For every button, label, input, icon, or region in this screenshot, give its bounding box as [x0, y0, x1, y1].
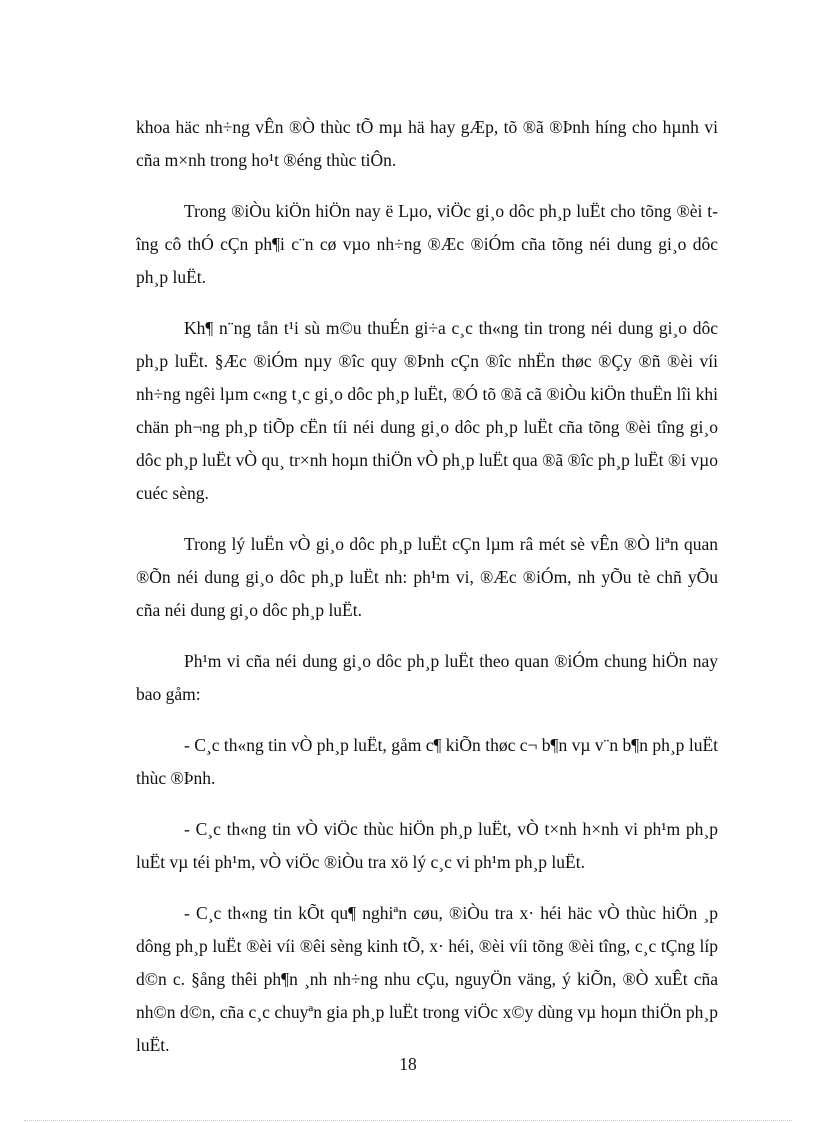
- list-item-2: - C¸c th«ng tin vÒ viÖc thùc hiÖn ph¸p luËt, vÒ t×nh h×nh vi ph¹m ph¸p luËt vµ téi ph¹m, vÒ viÖc ®iÒu tra xö lý c¸c vi ph¹m ph¸p luËt.: [136, 819, 718, 872]
- page-divider: [24, 1120, 792, 1121]
- paragraph-5: Ph¹m vi cña néi dung gi¸o dôc ph¸p luËt theo quan ®iÓm chung hiÖn nay bao gåm:: [136, 651, 718, 704]
- paragraph-3: Kh¶ n¨ng tån t¹i sù m©u thuÉn gi÷a c¸c th«ng tin trong néi dung gi¸o dôc ph¸p luËt. §Æc ®iÓm nµy ®îc quy ®Þnh cÇn ®îc nhËn thøc ®Çy ®ñ ®èi víi nh÷ng ngêi lµm c«ng t¸c gi¸o dôc ph¸p luËt, ®Ó tõ ®ã cã ®iÒu kiÖn thuËn lîi khi chän ph¬ng ph¸p tiÕp cËn tíi néi dung gi¸o dôc ph¸p luËt cña tõng ®èi tîng gi¸o dôc ph¸p luËt vÒ qu¸ tr×nh hoµn thiÖn vÒ ph¸p luËt qua ®ã ®îc ph¸p luËt ®i vµo cuéc sèng.: [136, 318, 718, 503]
- paragraph-1: khoa häc nh÷ng vÊn ®Ò thùc tÕ mµ hä hay gÆp, tõ ®ã ®Þnh híng cho hµnh vi cña m×nh trong ho¹t ®éng thùc tiÔn.: [136, 117, 718, 170]
- list-item-3: - C¸c th«ng tin kÕt qu¶ nghiªn cøu, ®iÒu tra x· héi häc vÒ thùc hiÖn ¸p dông ph¸p luËt ®èi víi ®êi sèng kinh tÕ, x· héi, ®èi víi tõng ®èi tîng, c¸c tÇng líp d©n c. §ång thêi ph¶n ¸nh nh÷ng nhu cÇu, nguyÖn väng, ý kiÕn, ®Ò xuÊt cña nh©n d©n, cña c¸c chuyªn gia ph¸p luËt trong viÖc x©y dùng vµ hoµn thiÖn ph¸p luËt.: [136, 903, 718, 1055]
- list-item-1: - C¸c th«ng tin vÒ ph¸p luËt, gåm c¶ kiÕn thøc c¬ b¶n vµ v¨n b¶n ph¸p luËt thùc ®Þnh.: [136, 735, 718, 788]
- paragraph-4: Trong lý luËn vÒ gi¸o dôc ph¸p luËt cÇn lµm râ mét sè vÊn ®Ò liªn quan ®Õn néi dung gi¸o dôc ph¸p luËt nh: ph¹m vi, ®Æc ®iÓm, nh yÕu tè chñ yÕu cña néi dung gi¸o dôc ph¸p luËt.: [136, 534, 718, 620]
- paragraph-2: Trong ®iÒu kiÖn hiÖn nay ë Lµo, viÖc gi¸o dôc ph¸p luËt cho tõng ®èi tîng cô thÓ cÇn ph¶i c¨n cø vµo nh÷ng ®Æc ®iÓm cña tõng néi dung gi¸o dôc ph¸p luËt.: [136, 201, 718, 287]
- body-text: [136, 111, 718, 1080]
- page-number: 18: [399, 1054, 417, 1074]
